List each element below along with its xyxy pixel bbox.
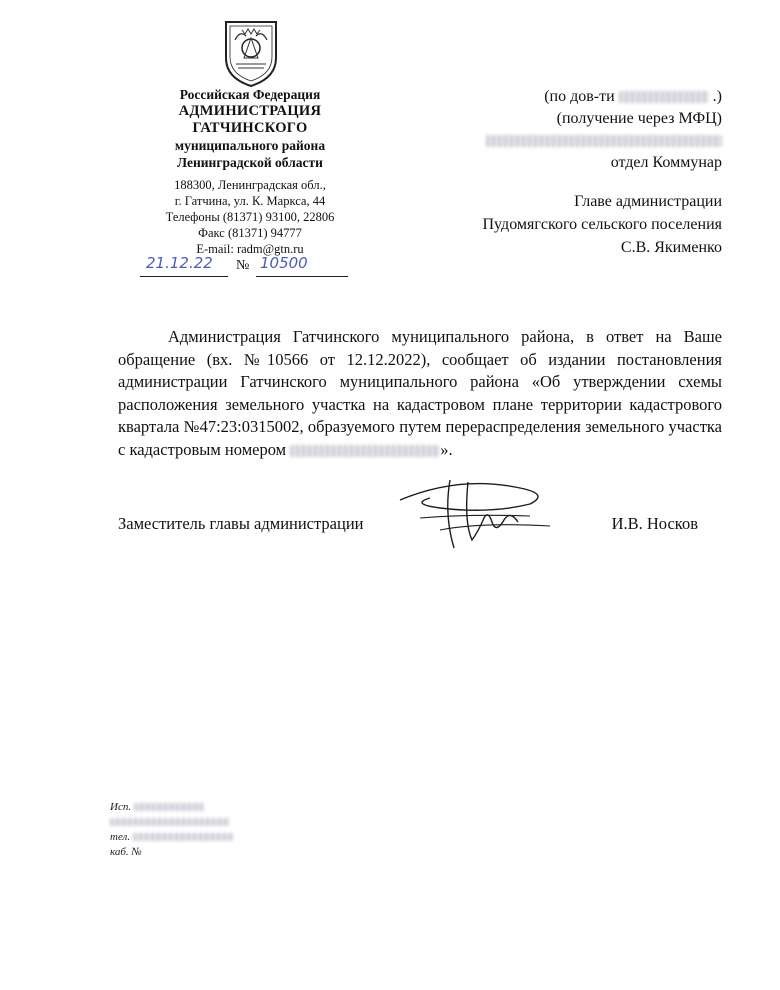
routing-line-redacted [486,130,722,152]
body-paragraph: Администрация Гатчинского муниципального района, в ответ на Ваше обращение (вх. №10566 от 12.12.2022), сообщает об издании постановления администрации Гатчинского муниципального района «Об утверждении схемы расположения земельного участка на кадастровом плане территории кадастрового квартала №47:23:0315002, образуемого путем перераспределения земельного участка с кадастровым номером [118,327,722,459]
handwritten-signature [380,470,580,570]
letterhead-fax: Факс (81371) 94777 [198,226,302,240]
routing-line1-end: .) [712,88,722,105]
letter-body [118,326,722,461]
letterhead-municipal-district: муниципального района [174,138,326,153]
letterhead-administration: АДМИНИСТРАЦИЯ [178,103,322,119]
executor-office-line: каб. № [110,846,142,858]
letterhead-gatchina: ГАТЧИНСКОГО [192,120,308,136]
number-underline [256,276,348,277]
registration-line [140,256,348,278]
executor-line: Исп. [110,800,233,815]
redacted-text [110,818,230,826]
letterhead-phones: Телефоны (81371) 93100, 22806 [165,210,335,224]
executor-footer [110,800,233,860]
redacted-text [134,803,204,811]
addressee-organization: Пудомягского сельского поселения [482,216,722,233]
addressee-block [483,190,723,259]
executor-phone-line: тел. [110,830,233,845]
addressee-position: Главе администрации [574,193,722,210]
registration-date: 21.12.22 [146,254,213,272]
addressee-name: С.В. Якименко [620,239,722,256]
letterhead-region: Ленинградской области [177,155,323,170]
redacted-text [619,91,709,103]
routing-line-power-of-attorney [486,86,722,108]
letterhead-address-line2: г. Гатчина, ул. К. Маркса, 44 [174,194,326,208]
registration-number: 10500 [260,254,308,272]
letterhead-address-line1: 188300, Ленинградская обл., [174,178,326,192]
routing-notes [486,86,722,174]
date-underline [140,276,228,277]
letterhead-email: E-mail: radm@gtn.ru [196,242,304,256]
redacted-text [133,833,233,841]
letterhead [140,86,360,257]
routing-line-department: отдел Коммунар [610,154,722,171]
body-paragraph-end: ». [440,439,453,459]
signer-title: Заместитель главы администрации [118,514,364,533]
routing-line1-text: (по дов-ти [544,88,615,105]
executor-name-line [110,815,233,830]
routing-line-mfc: (получение через МФЦ) [556,110,722,127]
redacted-cadastral-number [290,445,440,457]
letterhead-country: Российская Федерация [179,87,321,102]
registration-number-label: № [236,258,250,273]
coat-of-arms-emblem [222,18,280,88]
redacted-text [486,135,722,147]
signer-name: И.В. Носков [611,514,698,533]
